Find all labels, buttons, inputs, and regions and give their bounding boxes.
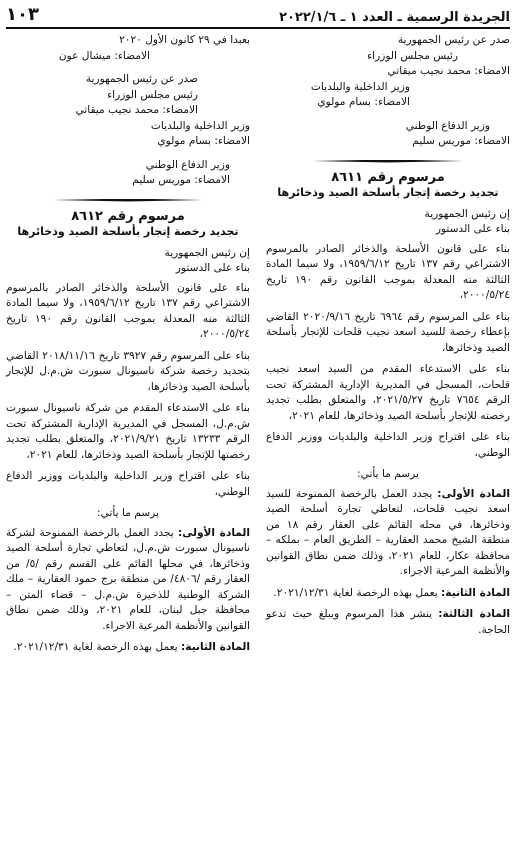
decree-subtitle: تجديد رخصة إتجار بأسلحة الصيد وذخائرها xyxy=(277,186,499,199)
recital-paragraph: بناء على قانون الأسلحة والذخائر الصادر بالمرسوم الاشتراعي رقم ١٣٧ تاريخ ١٩٥٩/٦/١٢، ولا سيما المادة الثالثة منه المعدلة بموجب القانون رقم ١٩٠ تاريخ ٢٠٠٠/٥/٢٤، xyxy=(6,281,251,340)
decree-subtitle: تجديد رخصة إتجار بأسلحة الصيد وذخائرها xyxy=(17,225,239,238)
left-column xyxy=(6,33,250,662)
signature-line: الامضاء: موريس سليم xyxy=(132,174,230,186)
date-place-line: بعبدا في ٢٩ كانون الأول ٢٠٢٠ xyxy=(119,34,250,46)
issuer-line: صدر عن رئيس الجمهورية xyxy=(85,73,198,85)
article-paragraph xyxy=(6,526,250,635)
decree-title: مرسوم رقم ٨٦١١ xyxy=(331,169,445,185)
header-rule xyxy=(6,27,510,29)
article-label: المادة الأولى: xyxy=(178,526,251,539)
page-number: ١٠٣ xyxy=(6,4,39,25)
signature-line: الامضاء: ميشال عون xyxy=(58,49,150,62)
article-text: يعمل بهذه الرخصة لغاية ٢٠٢١/١٢/٣١. xyxy=(13,641,182,653)
article-text: يجدد العمل بالرخصة الممنوحة للسيد اسعد نجيب قلحات، لتعاطي تجارة أسلحة الصيد وذخائرها، في محله القائم على العقار رقم ١٨ من منطقة الشيخ محمد العقارية – الطريق العام – بملكه – محافظة عكار، للعام ٢٠٢١، وذلك ضمن نطاق القوانين والأنظمة المرعية الاجراء. xyxy=(266,487,511,577)
recital-paragraph: بناء على اقتراح وزير الداخلية والبلديات ووزير الدفاع الوطني، xyxy=(6,470,250,498)
article-text: يعمل بهذه الرخصة لغاية ٢٠٢١/١٢/٣١. xyxy=(273,586,442,599)
right-column xyxy=(266,33,510,644)
preamble-line: بناء على الدستور xyxy=(175,262,250,274)
signatory-role: وزير الدفاع الوطني xyxy=(405,119,490,132)
signature-line: الامضاء: بسام مولوي xyxy=(157,135,250,147)
article-text: يجدد العمل بالرخصة الممنوحة لشركة ناسيونال سبورت ش.م.ل، لتعاطي تجارة أسلحة الصيد وذخائرها، في محلها القائم على القسم رقم /٥/ من العقار رقم /٤٨٠٦/ من منطقة برج حمود العقارية – ملك الشركة الوطنية للذخيرة ش.م.ل – قضاء المتن – محافظة جبل لبنان، للعام ٢٠٢١، وذلك ضمن نطاق القوانين والأنظمة المرعية الاجراء. xyxy=(6,526,251,632)
recital-paragraph: بناء على اقتراح وزير الداخلية والبلديات ووزير الدفاع الوطني، xyxy=(266,431,510,459)
recital-paragraph: بناء على قانون الأسلحة والذخائر الصادر بالمرسوم الاشتراعي رقم ١٣٧ تاريخ ١٩٥٩/٦/١٢، ولا سيما المادة الثالثة منه المعدلة بموجب القانون رقم ١٩٠ تاريخ ٢٠٠٠/٥/٢٤، xyxy=(266,242,511,301)
recital-paragraph: بناء على الاستدعاء المقدم من شركة ناسيونال سبورت ش.م.ل، المسجل في المديرية الإدارية المشتركة تحت الرقم ١٣٢٣٣ تاريخ ٢٠٢١/٩/٢١، والمتعلق بطلب تجديد رخصتها للإتجار بأسلحة الصيد وذخائرها، للعام ٢٠٢١، xyxy=(6,402,250,461)
signature-line: الامضاء: محمد نجيب ميقاتي xyxy=(75,104,198,116)
gazette-title: الجريدة الرسمية ـ العدد ١ ـ ٢٠٢٢/١/٦ xyxy=(279,10,510,25)
section-divider xyxy=(53,195,203,205)
article-label: المادة الأولى: xyxy=(437,487,510,500)
recital-paragraph: بناء على المرسوم رقم ٦٩٦٤ تاريخ ٢٠٢٠/٩/١٦ القاضي بإعطاء رخصة للسيد اسعد نجيب قلحات للإتجار بأسلحة الصيد وذخائرها، xyxy=(266,310,511,354)
signatory-role: وزير الدفاع الوطني xyxy=(145,158,230,171)
article-paragraph xyxy=(266,487,510,580)
article-label: المادة الثانية: xyxy=(181,641,250,653)
signatory-role: وزير الداخلية والبلديات xyxy=(310,80,410,93)
signature-line: الامضاء: محمد نجيب ميقاتي xyxy=(387,65,510,77)
article-paragraph xyxy=(266,607,510,638)
issuer-line: صدر عن رئيس الجمهورية xyxy=(397,34,510,46)
signatory-role: رئيس مجلس الوزراء xyxy=(367,49,458,62)
article-label: المادة الثانية: xyxy=(441,586,510,599)
article-text: ينشر هذا المرسوم ويبلغ حيث تدعو الحاجة. xyxy=(266,608,510,636)
signatory-role: وزير الداخلية والبلديات xyxy=(150,119,250,132)
page-header xyxy=(6,3,510,25)
article-paragraph xyxy=(6,640,250,656)
signatory-role: رئيس مجلس الوزراء xyxy=(107,88,198,101)
decrees-line: يرسم ما يأتي: xyxy=(97,507,159,519)
article-paragraph xyxy=(266,586,510,602)
preamble-line: إن رئيس الجمهورية xyxy=(424,207,510,220)
article-label: المادة الثالثة: xyxy=(438,608,510,620)
section-divider xyxy=(313,156,463,166)
signature-line: الامضاء: موريس سليم xyxy=(412,135,510,147)
preamble-line: إن رئيس الجمهورية xyxy=(164,246,250,259)
signature-line: الامضاء: بسام مولوي xyxy=(317,96,410,108)
decree-title: مرسوم رقم ٨٦١٢ xyxy=(71,208,185,224)
recital-paragraph: بناء على المرسوم رقم ٣٩٢٧ تاريخ ٢٠١٨/١١/١٦ القاضي بتجديد رخصة شركة ناسيونال سبورت ش.م.ل للإتجار بأسلحة الصيد وذخائرها، xyxy=(6,349,250,393)
recital-paragraph: بناء على الاستدعاء المقدم من السيد اسعد نجيب قلحات، المسجل في المديرية الإدارية المشتركة تحت الرقم ٧٦٥٤ تاريخ ٢٠٢١/٥/٢٧، والمتعلق بطلب تجديد رخصته للإتجار بأسلحة الصيد وذخائرها، للعام ٢٠٢١، xyxy=(266,363,510,422)
decrees-line: يرسم ما يأتي: xyxy=(357,468,419,480)
preamble-line: بناء على الدستور xyxy=(435,223,510,235)
